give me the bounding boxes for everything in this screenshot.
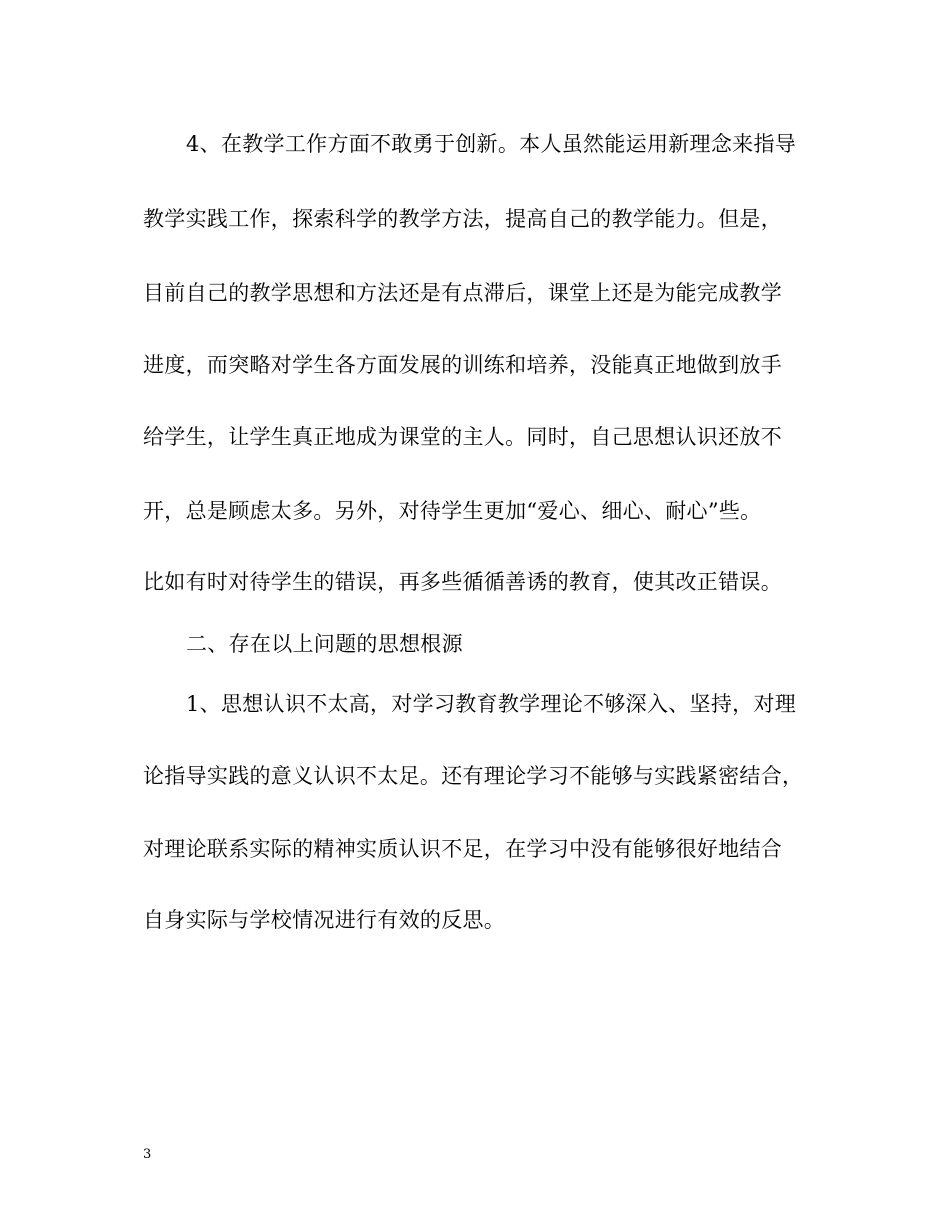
paragraph-3-line-4: 自身实际与学校情况进行有效的反思。 (143, 908, 506, 932)
paragraph-3-line-1: 1、思想认识不太高，对学习教育教学理论不够深入、坚持，对理 (186, 692, 797, 716)
paragraph-3-line-2: 论指导实践的意义认识不太足。还有理论学习不能够与实践紧密结合， (143, 764, 804, 788)
section-heading: 二、存在以上问题的思想根源 (186, 632, 463, 656)
paragraph-1-line-5: 给学生，让学生真正地成为课堂的主人。同时，自己思想认识还放不 (143, 425, 782, 449)
page-number: 3 (143, 1147, 152, 1162)
paragraph-1-line-6: 开，总是顾虑太多。另外，对待学生更加“爱心、细心、耐心”些。 (143, 499, 762, 523)
paragraph-1-line-1: 4、在教学工作方面不敢勇于创新。本人虽然能运用新理念来指导 (186, 132, 797, 156)
paragraph-1-line-3: 目前自己的教学思想和方法还是有点滞后，课堂上还是为能完成教学 (143, 281, 782, 305)
paragraph-3-line-3: 对理论联系实际的精神实质认识不足，在学习中没有能够很好地结合 (143, 837, 782, 861)
paragraph-1-line-4: 进度，而突略对学生各方面发展的训练和培养，没能真正地做到放手 (143, 353, 782, 377)
paragraph-1-line-2: 教学实践工作，探索科学的教学方法，提高自己的教学能力。但是， (143, 207, 782, 231)
paragraph-1-line-7: 比如有时对待学生的错误，再多些循循善诱的教育，使其改正错误。 (143, 570, 782, 594)
